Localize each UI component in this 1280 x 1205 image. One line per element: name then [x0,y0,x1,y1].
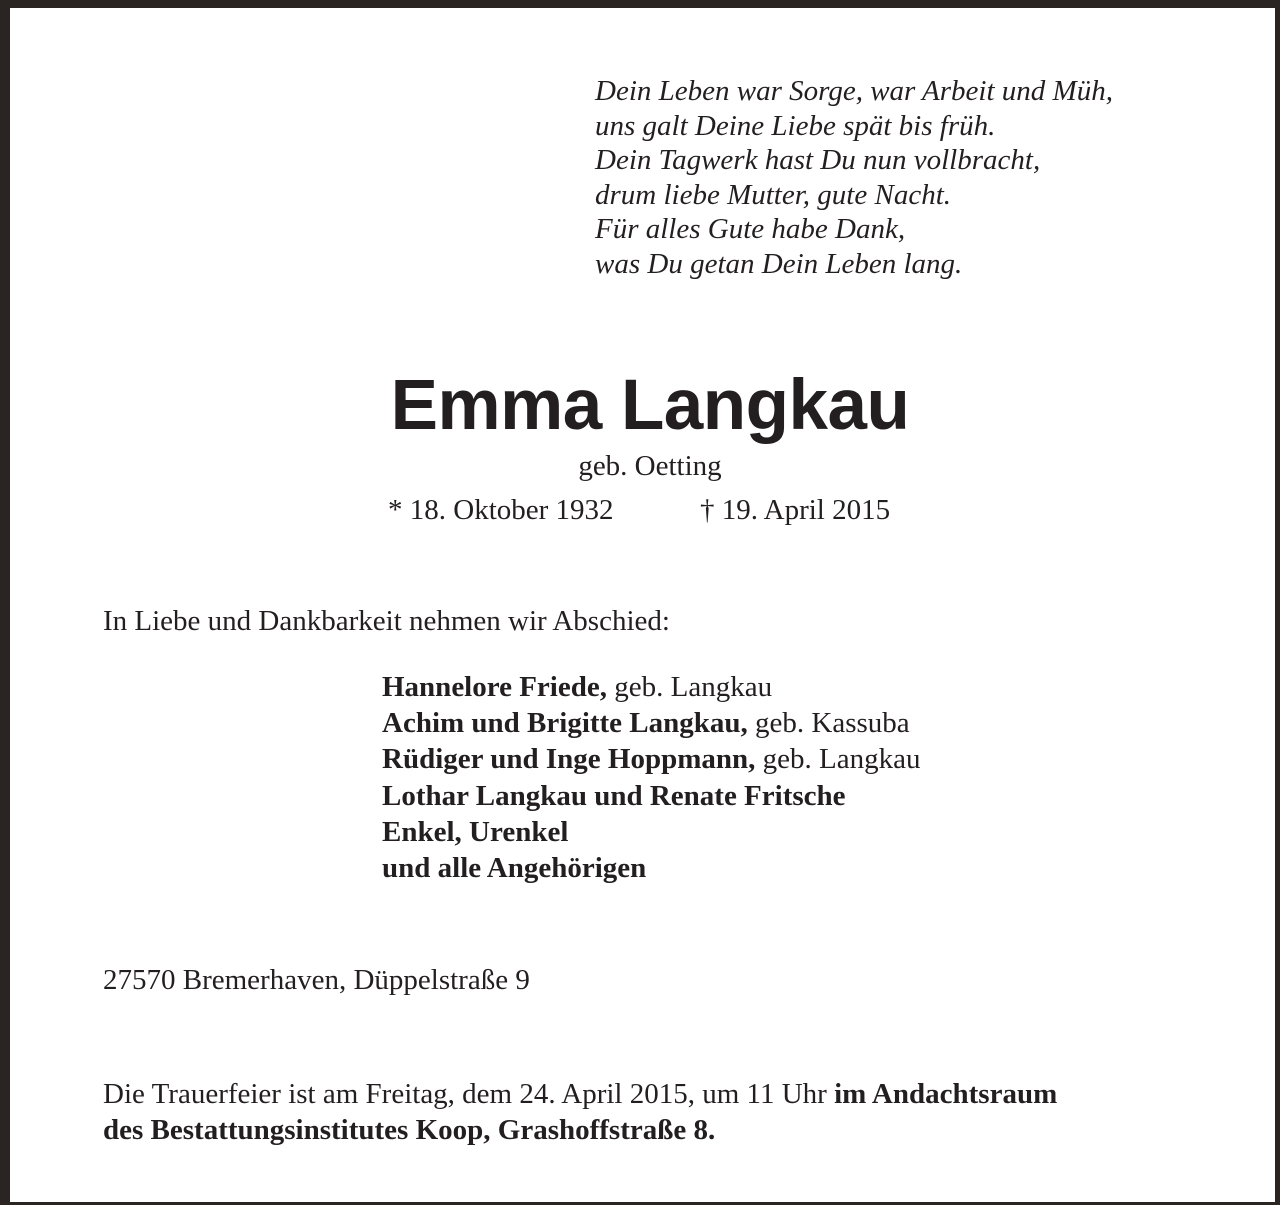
family-address: 27570 Bremerhaven, Düppelstraße 9 [103,964,530,996]
poem-line: drum liebe Mutter, gute Nacht. [595,178,952,211]
mourner-entry [382,778,920,814]
mourner-name: Rüdiger und Inge Hoppmann, [382,743,756,776]
service-location-detail: des Bestattungsinstitutes Koop, Grashoffstraße 8. [103,1114,716,1146]
service-text: Die Trauerfeier ist am Freitag, dem 24. April 2015, um 11 Uhr [103,1078,835,1110]
poem-line: was Du getan Dein Leben lang. [595,247,963,280]
mourners-list [382,669,920,886]
mourner-name: Lothar Langkau und Renate Fritsche [382,779,846,812]
mourner-suffix: geb. Kassuba [747,707,910,740]
maiden-name: geb. Oetting [578,450,722,482]
mourner-suffix: geb. Langkau [755,743,921,776]
mourner-entry [382,741,920,777]
mourner-suffix: geb. Langkau [606,671,773,703]
poem-line: Dein Tagwerk hast Du nun vollbracht, [595,144,1041,177]
mourner-name: Achim und Brigitte Langkau, [382,707,748,740]
funeral-service-info [103,1076,1057,1148]
mourner-name: Hannelore Friede, [382,671,607,703]
mourner-name: und alle Angehörigen [382,852,647,885]
memorial-poem [595,74,1113,282]
mourner-entry [382,814,920,850]
poem-line: Für alles Gute habe Dank, [595,213,906,246]
deceased-name: Emma Langkau [390,366,910,445]
poem-line: uns galt Deine Liebe spät bis früh. [595,109,996,142]
mourner-entry [382,705,920,741]
mourner-name: Enkel, Urenkel [382,815,569,848]
death-date: † 19. April 2015 [700,494,891,526]
farewell-intro: In Liebe und Dankbarkeit nehmen wir Abschied: [103,605,670,637]
service-location: im Andachtsraum [834,1078,1058,1110]
mourner-entry [382,850,920,886]
service-line [103,1076,1057,1112]
poem-line: Dein Leben war Sorge, war Arbeit und Müh, [595,75,1113,107]
mourner-entry [382,669,920,705]
birth-date: * 18. Oktober 1932 [388,494,614,526]
